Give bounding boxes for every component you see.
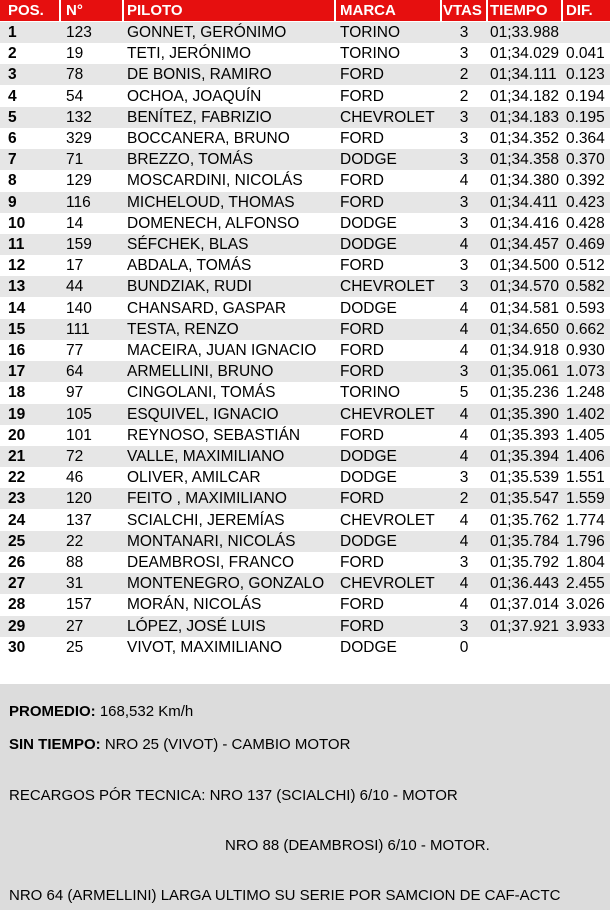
row-tiempo: 01;34.111 [490, 66, 557, 84]
row-dif: 1.559 [566, 490, 605, 508]
row-dif: 1.406 [566, 448, 605, 465]
row-piloto: MONTANARI, NICOLÁS [127, 532, 296, 550]
row-tiempo: 01;34.352 [490, 130, 559, 147]
row-piloto: CHANSARD, GASPAR [127, 299, 287, 317]
row-dif: 0.370 [566, 151, 605, 169]
row-pos: 12 [8, 257, 26, 275]
row-vtas: 3 [459, 257, 469, 275]
row-piloto: ABDALA, TOMÁS [127, 257, 252, 275]
row-marca: CHEVROLET [340, 511, 435, 529]
row-dif: 3.933 [566, 617, 605, 635]
row-vtas: 4 [459, 342, 469, 359]
row-tiempo: 01;34.457 [490, 236, 559, 253]
row-vtas: 4 [459, 448, 469, 465]
row-tiempo: 01;34.358 [490, 151, 559, 169]
row-pos: 11 [8, 236, 25, 253]
recargos-line-2: NRO 88 (DEAMBROSI) 6/10 - MOTOR. [225, 837, 490, 854]
row-num: 78 [66, 66, 84, 84]
row-vtas: 4 [459, 299, 469, 317]
row-num: 159 [66, 236, 92, 253]
row-dif: 0.428 [566, 214, 605, 232]
row-pos: 2 [8, 45, 17, 63]
notes-panel [0, 684, 610, 910]
table-row [0, 107, 610, 128]
row-pos: 25 [8, 532, 26, 550]
header-separator [440, 0, 442, 21]
row-vtas: 3 [459, 130, 469, 147]
row-dif: 0.662 [566, 320, 605, 338]
row-marca: FORD [340, 172, 384, 190]
table-row [0, 22, 610, 43]
row-tiempo: 01;34.581 [490, 299, 559, 317]
row-tiempo: 01;34.918 [490, 342, 559, 359]
header-marca: MARCA [340, 2, 396, 19]
header-separator [122, 0, 124, 21]
row-piloto: OCHOA, JOAQUÍN [127, 87, 262, 105]
row-dif: 3.026 [566, 596, 605, 614]
row-dif: 1.804 [566, 554, 605, 571]
row-num: 46 [66, 469, 84, 487]
row-num: 116 [66, 193, 91, 211]
row-num: 132 [66, 108, 92, 126]
row-piloto: TETI, JERÓNIMO [127, 45, 251, 63]
row-marca: FORD [340, 87, 384, 105]
armellini-note: NRO 64 (ARMELLINI) LARGA ULTIMO SU SERIE POR SAMCION DE CAF-ACTC [9, 887, 561, 904]
row-tiempo: 01;35.784 [490, 532, 559, 550]
promedio-label: PROMEDIO: [9, 703, 96, 720]
row-vtas: 3 [459, 151, 469, 169]
row-pos: 5 [8, 108, 17, 126]
header-separator [561, 0, 563, 21]
row-marca: DODGE [340, 469, 397, 487]
row-dif: 0.593 [566, 299, 605, 317]
row-pos: 21 [8, 448, 26, 465]
row-marca: DODGE [340, 299, 397, 317]
row-dif: 1.248 [566, 384, 605, 402]
table-row [0, 298, 610, 319]
row-vtas: 2 [459, 87, 469, 105]
row-marca: TORINO [340, 384, 400, 402]
row-tiempo: 01;34.183 [490, 108, 559, 126]
row-marca: FORD [340, 257, 384, 275]
row-pos: 20 [8, 426, 26, 444]
row-dif: 0.512 [566, 257, 605, 275]
sin-tiempo-value: NRO 25 (VIVOT) - CAMBIO MOTOR [100, 736, 351, 753]
promedio-value: 168,532 Km/h [95, 703, 194, 720]
row-marca: DODGE [340, 214, 397, 232]
table-row [0, 361, 610, 382]
row-marca: DODGE [340, 448, 397, 465]
table-row [0, 573, 610, 594]
header-separator [59, 0, 61, 21]
row-tiempo: 01;34.380 [490, 172, 559, 190]
row-piloto: FEITO , MAXIMILIANO [127, 490, 287, 508]
table-row [0, 382, 610, 403]
row-pos: 29 [8, 617, 26, 635]
row-piloto: MORÁN, NICOLÁS [127, 596, 262, 614]
row-pos: 28 [8, 596, 26, 614]
row-piloto: BREZZO, TOMÁS [127, 151, 254, 169]
row-marca: CHEVROLET [340, 405, 435, 423]
row-tiempo: 01;36.443 [490, 575, 559, 593]
row-vtas: 3 [459, 278, 469, 296]
row-tiempo: 01;37.014 [490, 596, 559, 614]
row-piloto: MOSCARDINI, NICOLÁS [127, 172, 303, 190]
row-tiempo: 01;33.988 [490, 24, 559, 41]
row-pos: 9 [8, 193, 17, 211]
row-vtas: 4 [459, 320, 469, 338]
row-dif: 1.796 [566, 532, 605, 550]
table-row [0, 43, 610, 64]
table-row [0, 616, 610, 637]
row-vtas: 4 [459, 575, 469, 593]
table-row [0, 488, 610, 509]
row-pos: 15 [8, 320, 26, 338]
row-tiempo: 01;34.182 [490, 87, 559, 105]
row-pos: 8 [8, 172, 17, 190]
row-num: 137 [66, 511, 92, 529]
row-piloto: DE BONIS, RAMIRO [127, 66, 272, 84]
header-dif: DIF. [566, 2, 593, 19]
row-tiempo: 01;35.061 [490, 363, 559, 381]
row-num: 19 [66, 45, 84, 63]
row-piloto: SCIALCHI, JEREMÍAS [127, 511, 285, 529]
row-dif: 1.402 [566, 405, 605, 423]
row-tiempo: 01;34.416 [490, 214, 559, 232]
row-dif: 1.405 [566, 426, 605, 444]
row-piloto: DOMENECH, ALFONSO [127, 214, 300, 232]
row-marca: FORD [340, 363, 384, 381]
row-marca: FORD [340, 426, 384, 444]
table-row [0, 531, 610, 552]
table-header [0, 0, 610, 21]
row-piloto: ARMELLINI, BRUNO [127, 363, 274, 381]
row-num: 27 [66, 617, 84, 635]
row-dif: 1.774 [566, 511, 605, 529]
row-pos: 23 [8, 490, 26, 508]
header-pos: POS. [8, 2, 44, 19]
row-marca: FORD [340, 342, 384, 359]
row-pos: 24 [8, 511, 26, 529]
row-num: 54 [66, 87, 84, 105]
row-tiempo: 01;34.570 [490, 278, 559, 296]
row-vtas: 4 [459, 532, 469, 550]
row-marca: FORD [340, 66, 384, 84]
row-pos: 26 [8, 554, 26, 571]
row-num: 14 [66, 214, 84, 232]
row-num: 71 [66, 151, 84, 169]
row-tiempo: 01;35.762 [490, 511, 559, 529]
header-num: N° [66, 2, 83, 19]
row-vtas: 0 [459, 638, 469, 656]
row-num: 129 [66, 172, 92, 190]
row-tiempo: 01;34.029 [490, 45, 559, 63]
row-tiempo: 01;37.921 [490, 617, 559, 635]
row-vtas: 3 [459, 554, 469, 571]
row-vtas: 3 [459, 214, 469, 232]
row-tiempo: 01;35.792 [490, 554, 559, 571]
row-pos: 16 [8, 342, 26, 359]
row-num: 22 [66, 532, 84, 550]
table-row [0, 425, 610, 446]
row-vtas: 3 [459, 45, 469, 63]
header-piloto: PILOTO [127, 2, 183, 19]
row-num: 44 [66, 278, 84, 296]
row-num: 31 [66, 575, 84, 593]
row-dif: 0.423 [566, 193, 605, 211]
row-marca: FORD [340, 130, 384, 147]
row-marca: FORD [340, 320, 384, 338]
table-row [0, 192, 610, 213]
table-row [0, 213, 610, 234]
row-num: 25 [66, 638, 84, 656]
row-num: 77 [66, 342, 84, 359]
promedio-note [9, 703, 193, 720]
row-vtas: 3 [459, 469, 469, 487]
recargos-line-1: RECARGOS PÓR TECNICA: NRO 137 (SCIALCHI) 6/10 - MOTOR [9, 787, 458, 804]
row-piloto: SÉFCHEK, BLAS [127, 236, 249, 253]
row-marca: FORD [340, 554, 384, 571]
row-marca: DODGE [340, 532, 397, 550]
row-marca: FORD [340, 490, 384, 508]
header-separator [334, 0, 336, 21]
table-row [0, 170, 610, 191]
table-row [0, 128, 610, 149]
row-vtas: 3 [459, 108, 469, 126]
row-marca: CHEVROLET [340, 108, 435, 126]
table-row [0, 552, 610, 573]
row-marca: FORD [340, 596, 384, 614]
row-vtas: 4 [459, 405, 469, 423]
table-row [0, 319, 610, 340]
row-marca: TORINO [340, 24, 400, 41]
row-piloto: BENÍTEZ, FABRIZIO [127, 108, 272, 126]
row-tiempo: 01;34.650 [490, 320, 559, 338]
row-vtas: 4 [459, 596, 469, 614]
table-row [0, 637, 610, 658]
row-marca: CHEVROLET [340, 278, 435, 296]
row-tiempo: 01;35.547 [490, 490, 559, 508]
row-vtas: 5 [459, 384, 469, 402]
row-tiempo: 01;34.500 [490, 257, 559, 275]
row-piloto: MONTENEGRO, GONZALO [127, 575, 325, 593]
row-dif: 0.194 [566, 87, 605, 105]
row-pos: 22 [8, 469, 26, 487]
header-tiempo: TIEMPO [490, 2, 548, 19]
row-marca: CHEVROLET [340, 575, 435, 593]
table-row [0, 64, 610, 85]
row-pos: 18 [8, 384, 26, 402]
row-piloto: BOCCANERA, BRUNO [127, 130, 290, 147]
row-piloto: GONNET, GERÓNIMO [127, 24, 287, 41]
row-vtas: 2 [459, 66, 469, 84]
row-num: 111 [66, 320, 90, 338]
row-tiempo: 01;35.236 [490, 384, 559, 402]
row-piloto: OLIVER, AMILCAR [127, 469, 261, 487]
row-vtas: 4 [459, 426, 469, 444]
row-pos: 6 [8, 130, 17, 147]
table-row [0, 446, 610, 467]
row-num: 105 [66, 405, 92, 423]
row-tiempo: 01;35.539 [490, 469, 559, 487]
row-num: 101 [66, 426, 92, 444]
table-row [0, 467, 610, 488]
row-piloto: MACEIRA, JUAN IGNACIO [127, 342, 317, 359]
row-tiempo: 01;35.394 [490, 448, 559, 465]
row-vtas: 3 [459, 617, 469, 635]
row-piloto: REYNOSO, SEBASTIÁN [127, 426, 301, 444]
row-tiempo: 01;34.411 [490, 193, 558, 211]
row-piloto: VALLE, MAXIMILIANO [127, 448, 285, 465]
row-piloto: ESQUIVEL, IGNACIO [127, 405, 279, 423]
row-piloto: MICHELOUD, THOMAS [127, 193, 295, 211]
row-pos: 27 [8, 575, 26, 593]
row-num: 329 [66, 130, 92, 147]
row-dif: 1.551 [566, 469, 605, 487]
row-pos: 3 [8, 66, 17, 84]
table-row [0, 340, 610, 361]
row-dif: 0.582 [566, 278, 605, 296]
row-dif: 0.364 [566, 130, 605, 147]
table-row [0, 276, 610, 297]
row-tiempo: 01;35.393 [490, 426, 559, 444]
row-piloto: VIVOT, MAXIMILIANO [127, 638, 283, 656]
table-row [0, 404, 610, 425]
table-row [0, 255, 610, 276]
row-num: 157 [66, 596, 92, 614]
row-vtas: 4 [459, 236, 469, 253]
row-marca: DODGE [340, 638, 397, 656]
row-vtas: 4 [459, 172, 469, 190]
sin-tiempo-label: SIN TIEMPO: [9, 736, 101, 753]
row-marca: DODGE [340, 151, 397, 169]
row-dif: 2.455 [566, 575, 605, 593]
table-row [0, 149, 610, 170]
row-pos: 17 [8, 363, 26, 381]
row-vtas: 2 [459, 490, 469, 508]
row-pos: 30 [8, 638, 26, 656]
row-dif: 0.123 [566, 66, 605, 84]
row-dif: 0.041 [566, 45, 605, 63]
row-num: 97 [66, 384, 84, 402]
row-pos: 10 [8, 214, 26, 232]
header-separator [486, 0, 488, 21]
row-marca: FORD [340, 617, 384, 635]
row-pos: 19 [8, 405, 26, 423]
row-piloto: TESTA, RENZO [127, 320, 239, 338]
row-num: 17 [66, 257, 84, 275]
row-num: 64 [66, 363, 84, 381]
row-dif: 0.195 [566, 108, 605, 126]
row-marca: DODGE [340, 236, 397, 253]
row-num: 88 [66, 554, 84, 571]
table-row [0, 86, 610, 107]
row-vtas: 3 [459, 193, 469, 211]
row-pos: 1 [8, 24, 17, 41]
row-tiempo: 01;35.390 [490, 405, 559, 423]
row-piloto: BUNDZIAK, RUDI [127, 278, 252, 296]
header-vtas: VTAS [443, 2, 482, 19]
row-num: 140 [66, 299, 92, 317]
row-dif: 1.073 [566, 363, 605, 381]
table-row [0, 234, 610, 255]
table-row [0, 510, 610, 531]
row-pos: 4 [8, 87, 17, 105]
row-dif: 0.392 [566, 172, 605, 190]
row-piloto: LÓPEZ, JOSÉ LUIS [127, 617, 266, 635]
row-num: 72 [66, 448, 84, 465]
row-pos: 14 [8, 299, 26, 317]
row-marca: TORINO [340, 45, 400, 63]
table-row [0, 594, 610, 615]
row-num: 123 [66, 24, 92, 41]
row-dif: 0.469 [566, 236, 605, 253]
row-vtas: 3 [459, 24, 469, 41]
row-marca: FORD [340, 193, 384, 211]
row-piloto: CINGOLANI, TOMÁS [127, 384, 276, 402]
row-vtas: 4 [459, 511, 469, 529]
row-num: 120 [66, 490, 92, 508]
row-pos: 7 [8, 151, 17, 169]
row-piloto: DEAMBROSI, FRANCO [127, 554, 295, 571]
row-dif: 0.930 [566, 342, 605, 359]
sin-tiempo-note [9, 736, 350, 753]
row-vtas: 3 [459, 363, 469, 381]
row-pos: 13 [8, 278, 26, 296]
